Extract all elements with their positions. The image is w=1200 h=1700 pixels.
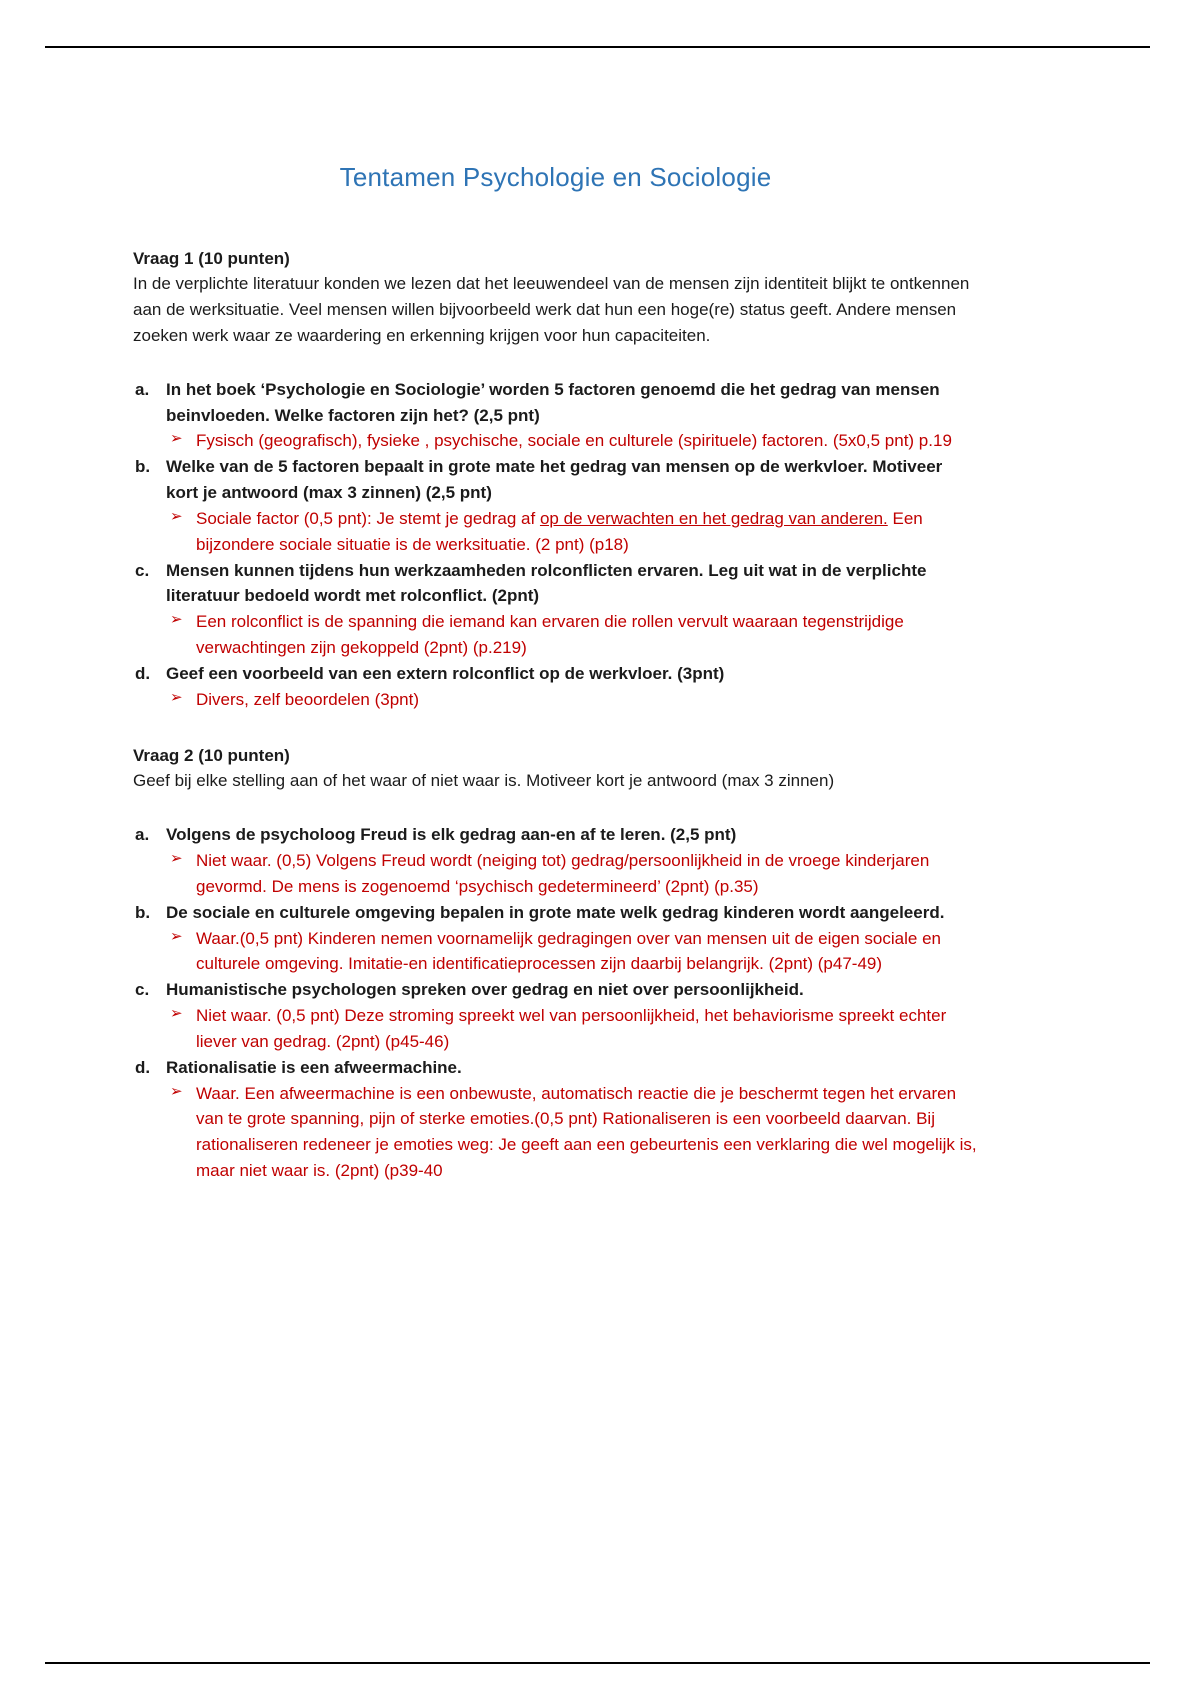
section-intro: In de verplichte literatuur konden we lezen dat het leeuwendeel van de mensen zijn identiteit blijkt te ontkennen aan de werksituatie. Veel mensen willen bijvoorbeeld werk dat hun een hoge(re) status geeft. Andere mensen zoeken werk waar ze waardering en erkenning krijgen voor hun capaciteiten.: [133, 274, 970, 345]
item-label: d.: [135, 663, 151, 683]
answer-text: [196, 848, 978, 900]
page-content: [133, 158, 978, 1184]
answer-row: [166, 687, 978, 713]
section-heading: Vraag 1 (10 punten): [133, 248, 290, 268]
question-item: [133, 822, 978, 899]
item-body: [166, 822, 978, 899]
answer-text: [196, 1081, 978, 1184]
section-heading: Vraag 2 (10 punten): [133, 745, 290, 765]
answer-segment: op de verwachten en het gedrag van anderen.: [539, 508, 888, 528]
section-intro: Geef bij elke stelling aan of het waar of niet waar is. Motiveer kort je antwoord (max 3 zinnen): [133, 771, 835, 791]
answer-segment: Sociale factor (0,5 pnt): Je stemt je gedrag af: [196, 508, 540, 528]
answer-segment: Waar. Een afweermachine is een onbewuste, automatisch reactie die je beschermt tegen het ervaren van te grote spanning, pijn of sterke emoties.(0,5 pnt) Rationaliseren is een voorbeeld daarvan. Bij rationaliseren redeneer je emoties weg: Je geeft aan een gebeurtenis een verklaring die wel mogelijk is, maar niet waar is. (2pnt) (p39-40: [196, 1083, 977, 1181]
question-item: [133, 377, 978, 454]
answer-arrow-icon: ➢: [170, 430, 183, 448]
answer-text: [196, 506, 978, 558]
answer-arrow-icon: ➢: [170, 1005, 183, 1023]
answer-row: [166, 428, 978, 454]
answer-text: [196, 1003, 978, 1055]
question-text: Mensen kunnen tijdens hun werkzaamheden rolconflicten ervaren. Leg uit wat in de verplichte literatuur bedoeld wordt met rolconflict. (2pnt): [166, 560, 927, 606]
question-section: [133, 743, 978, 1184]
item-label: d.: [135, 1057, 151, 1077]
answer-row: [166, 926, 978, 978]
item-body: [166, 454, 978, 557]
item-body: [166, 661, 978, 713]
answer-text: [196, 609, 978, 661]
item-label: a.: [135, 825, 150, 845]
answer-segment: Divers, zelf beoordelen (3pnt): [196, 689, 420, 709]
question-item: [133, 977, 978, 1054]
answer-arrow-icon: ➢: [170, 611, 183, 629]
question-text: De sociale en culturele omgeving bepalen in grote mate welk gedrag kinderen wordt aangeleerd.: [166, 902, 945, 922]
answer-text: [196, 687, 978, 713]
item-label: b.: [135, 457, 151, 477]
item-label: c.: [135, 560, 150, 580]
document-title: Tentamen Psychologie en Sociologie: [339, 162, 772, 192]
answer-text: [196, 428, 978, 454]
item-body: [166, 977, 978, 1054]
answer-arrow-icon: ➢: [170, 507, 183, 525]
page-border-top: [45, 46, 1150, 48]
item-label: b.: [135, 902, 151, 922]
answer-segment: Niet waar. (0,5 pnt) Deze stroming spreekt wel van persoonlijkheid, het behaviorisme spreekt echter liever van gedrag. (2pnt) (p45-46): [196, 1006, 947, 1051]
answer-row: [166, 609, 978, 661]
answer-arrow-icon: ➢: [170, 688, 183, 706]
answer-row: [166, 506, 978, 558]
item-list: [133, 822, 978, 1184]
answer-arrow-icon: ➢: [170, 927, 183, 945]
question-text: Geef een voorbeeld van een extern rolconflict op de werkvloer. (3pnt): [166, 663, 725, 683]
question-text: Humanistische psychologen spreken over gedrag en niet over persoonlijkheid.: [166, 980, 804, 1000]
question-item: [133, 661, 978, 713]
answer-arrow-icon: ➢: [170, 1082, 183, 1100]
question-item: [133, 454, 978, 557]
page-border-bottom: [45, 1662, 1150, 1664]
answer-segment: Een rolconflict is de spanning die iemand kan ervaren die rollen vervult waaraan tegenstrijdige verwachtingen zijn gekoppeld (2pnt) (p.219): [196, 612, 904, 658]
answer-segment: Niet waar. (0,5) Volgens Freud wordt (neiging tot) gedrag/persoonlijkheid in de vroege kinderjaren gevormd. De mens is zogenoemd ‘psychisch gedetermineerd’ (2pnt) (p.35): [196, 851, 930, 896]
question-text: Welke van de 5 factoren bepaalt in grote mate het gedrag van mensen op de werkvloer. Motiveer kort je antwoord (max 3 zinnen) (2,5 pnt): [166, 457, 943, 503]
answer-row: [166, 1081, 978, 1184]
answer-segment: Waar.(0,5 pnt) Kinderen nemen voornamelijk gedragingen over van mensen uit de eigen sociale en culturele omgeving. Imitatie-en identificatieprocessen zijn daarbij belangrijk. (2pnt) (p47-49): [196, 928, 941, 974]
answer-row: [166, 848, 978, 900]
question-item: [133, 900, 978, 977]
item-label: c.: [135, 980, 150, 1000]
question-item: [133, 1055, 978, 1184]
sections: [133, 246, 978, 1184]
answer-segment: Een bijzondere sociale situatie is de werksituatie. (2 pnt) (p18): [196, 508, 923, 554]
question-item: [133, 558, 978, 661]
answer-arrow-icon: ➢: [170, 850, 183, 868]
question-text: In het boek ‘Psychologie en Sociologie’ worden 5 factoren genoemd die het gedrag van mensen beinvloeden. Welke factoren zijn het? (2,5 pnt): [166, 379, 940, 425]
item-body: [166, 900, 978, 977]
item-list: [133, 377, 978, 713]
item-label: a.: [135, 379, 150, 399]
answer-text: [196, 926, 978, 978]
answer-segment: Fysisch (geografisch), fysieke , psychische, sociale en culturele (spirituele) factoren. (5x0,5 pnt) p.19: [196, 431, 952, 451]
answer-row: [166, 1003, 978, 1055]
question-text: Volgens de psycholoog Freud is elk gedrag aan-en af te leren. (2,5 pnt): [166, 825, 737, 845]
item-body: [166, 1055, 978, 1184]
question-text: Rationalisatie is een afweermachine.: [166, 1057, 462, 1077]
item-body: [166, 558, 978, 661]
question-section: [133, 246, 978, 713]
item-body: [166, 377, 978, 454]
